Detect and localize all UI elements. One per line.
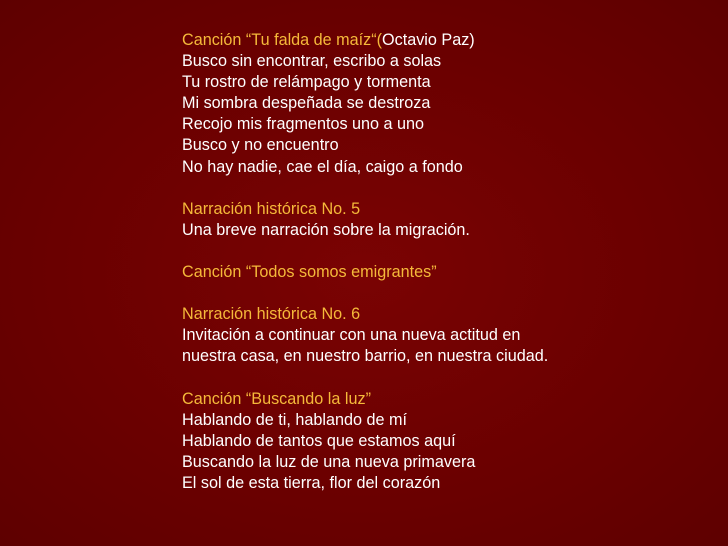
lyric-line: Hablando de tantos que estamos aquí xyxy=(182,431,456,450)
song-title-tu-falda: Canción “Tu falda de maíz“( xyxy=(182,31,383,49)
spacer xyxy=(182,241,702,262)
narration-text: nuestra casa, en nuestro barrio, en nuestra ciudad. xyxy=(182,347,549,366)
narration-heading-6: Narración histórica No. 6 xyxy=(182,305,361,324)
lyric-line: Busco y no encuentro xyxy=(182,136,339,155)
narration-text: Invitación a continuar con una nueva actitud en xyxy=(182,326,521,345)
spacer xyxy=(182,178,702,199)
lyric-line: Mi sombra despeñada se destroza xyxy=(182,94,431,113)
spacer xyxy=(182,368,702,389)
lyric-line: No hay nadie, cae el día, caigo a fondo xyxy=(182,157,463,176)
song-title-line xyxy=(182,30,702,51)
lyric-line: Busco sin encontrar, escribo a solas xyxy=(182,52,442,71)
narration-heading-5: Narración histórica No. 5 xyxy=(182,199,361,218)
lyric-line: Tu rostro de relámpago y tormenta xyxy=(182,73,431,92)
song-author: Octavio Paz) xyxy=(382,31,475,49)
song-title-buscando-la-luz: Canción “Buscando la luz” xyxy=(182,389,371,408)
spacer xyxy=(182,283,702,304)
slide-text-body xyxy=(182,30,702,494)
lyric-line: Buscando la luz de una nueva primavera xyxy=(182,452,476,471)
lyric-line: Hablando de ti, hablando de mí xyxy=(182,410,407,429)
lyric-line: El sol de esta tierra, flor del corazón xyxy=(182,473,441,492)
narration-text: Una breve narración sobre la migración. xyxy=(182,220,470,239)
song-title-todos-somos-emigrantes: Canción “Todos somos emigrantes” xyxy=(182,263,437,282)
lyric-line: Recojo mis fragmentos uno a uno xyxy=(182,115,425,134)
